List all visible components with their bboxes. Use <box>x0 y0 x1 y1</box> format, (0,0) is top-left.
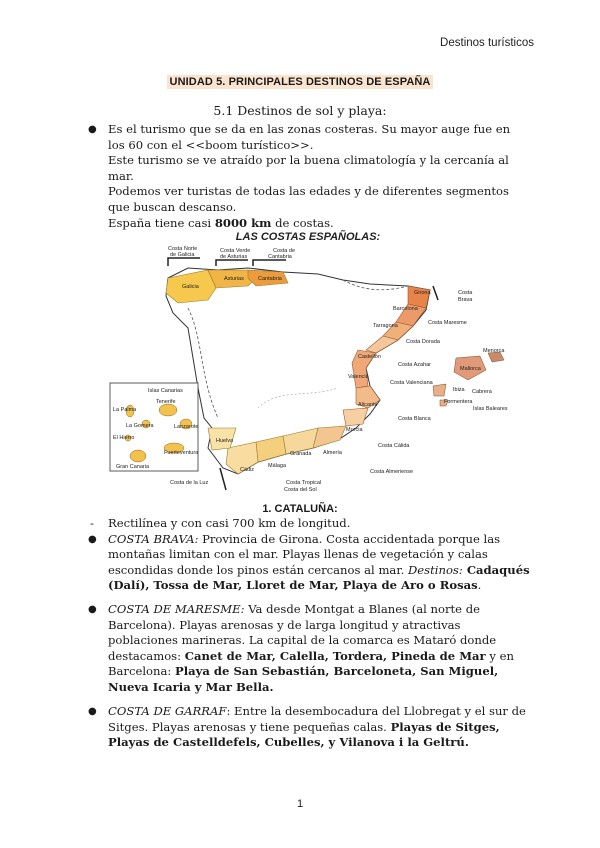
label-huelva: Huelva <box>216 438 234 444</box>
cataluna-title: 1. CATALUÑA: <box>262 503 338 515</box>
costa-maresme-mid: y en Barcelona: <box>108 648 514 679</box>
spain-coasts-map <box>108 228 508 496</box>
island-gran-canaria <box>130 450 146 462</box>
bullet-icon: ● <box>88 533 97 545</box>
cataluna-block <box>0 516 600 594</box>
label-la-palma: La Palma <box>113 407 137 413</box>
cataluna-length-text: Rectilínea y con casi 700 km de longitud. <box>108 516 351 530</box>
label-costa-brava-1: Costa <box>458 290 473 296</box>
costa-maresme-text: Va desde Montgat a Blanes (al norte de Barcelona). Playas arenosas y de larga longitud y atractivas poblaciones marineras. La capital de la comarca es Mataró donde destacamos: <box>108 602 497 663</box>
label-girona: Girona <box>414 290 431 296</box>
label-costa-tropical: Costa Tropical <box>286 480 322 486</box>
label-menorca: Menorca <box>483 348 505 354</box>
label-costa-cantabria-2: Cantabria <box>268 254 292 260</box>
costa-maresme-beaches: Playa de San Sebastián, Barceloneta, San Miguel, Nueva Icaria y Mar Bella. <box>108 664 499 694</box>
costa-brava-text: Provincia de Girona. Costa accidentada porque las montañas limitan con el mar. Playas llenas de vegetación y calas escondidas donde los pinos están cercanos al mar. <box>108 531 501 577</box>
label-fuerteventura: Fuerteventura <box>164 450 199 456</box>
label-costa-valenciana: Costa Valenciana <box>390 380 433 386</box>
label-la-gomera: La Gomera <box>126 423 154 429</box>
costa-garraf-bullet <box>0 704 600 751</box>
costa-brava-name: COSTA BRAVA: <box>108 531 199 546</box>
label-costa-dorada: Costa Dorada <box>406 339 440 345</box>
coast-length: 8000 km <box>214 215 272 230</box>
label-lanzarote: Lanzarote <box>174 424 199 430</box>
bracket-asturias <box>216 260 248 266</box>
label-granada: Granada <box>290 451 312 457</box>
label-costa-norte-galicia-1: Costa Norte <box>168 246 198 252</box>
intro-line-4-post: de costas. <box>271 215 334 230</box>
label-murcia: Murcia <box>346 427 363 433</box>
island-ibiza <box>433 384 446 396</box>
section-title: 5.1 Destinos de sol y playa: <box>213 103 387 118</box>
costa-brava-end: . <box>477 578 482 593</box>
label-gran-canaria: Gran Canaria <box>116 464 150 470</box>
label-formentera: Formentera <box>444 399 473 405</box>
label-costa-maresme: Costa Maresme <box>428 320 467 326</box>
bracket-luz <box>220 468 226 490</box>
maresme-block <box>0 602 600 696</box>
intro-line-3: Podemos ver turistas de todas las edades y de diferentes segmentos que buscan descanso. <box>108 184 509 214</box>
intro-block <box>0 122 600 231</box>
label-cadiz: Cádiz <box>240 467 255 473</box>
label-valencia: Valencia <box>348 374 369 380</box>
costa-brava-bullet <box>0 532 600 594</box>
label-alicante: Alicante <box>358 402 378 408</box>
costa-brava-dest-label: Destinos: <box>408 562 463 577</box>
unit-title-text: UNIDAD 5. PRINCIPALES DESTINOS DE ESPAÑA <box>167 75 434 89</box>
costa-maresme-bullet <box>0 602 600 696</box>
costa-maresme-towns: Canet de Mar, Calella, Tordera, Pineda de Mar <box>184 648 486 663</box>
label-costa-calida: Costa Cálida <box>378 443 410 449</box>
island-tenerife <box>159 404 177 416</box>
costa-maresme-name: COSTA DE MARESME: <box>108 602 245 616</box>
label-costa-verde-2: de Asturias <box>220 254 248 260</box>
cataluna-dash-line <box>0 516 600 532</box>
map-title: LAS COSTAS ESPAÑOLAS: <box>235 231 381 243</box>
label-costa-norte-galicia-2: de Galicia <box>170 252 195 258</box>
label-mallorca: Mallorca <box>460 366 481 372</box>
costa-garraf-beaches: Playas de Sitges, Playas de Castelldefels, Cubelles, y Vilanova i la Geltrú. <box>108 719 500 750</box>
bullet-icon: ● <box>88 604 97 615</box>
intro-line-1: Es el turismo que se da en las zonas costeras. Su mayor auge fue en los 60 con el <<boom turístico>>. <box>108 122 511 152</box>
running-header: Destinos turísticos <box>440 37 534 49</box>
bracket-brava <box>433 286 438 300</box>
label-costa-sol: Costa del Sol <box>284 487 317 493</box>
intro-bullet <box>0 122 600 153</box>
dash-icon: - <box>90 516 94 530</box>
label-castellon: Castellón <box>358 354 381 360</box>
bracket-galicia <box>168 258 200 266</box>
label-tenerife: Tenerife <box>156 399 176 405</box>
label-costa-azahar: Costa Azahar <box>398 362 432 368</box>
intro-line-2: Este turismo se ve atraído por la buena climatología y la cercanía al mar. <box>108 153 509 183</box>
label-islas-canarias: Islas Canarias <box>148 388 183 394</box>
bullet-icon: ● <box>88 706 97 717</box>
costa-garraf-name: COSTA DE GARRAF <box>108 704 227 718</box>
label-costa-verde-1: Costa Verde <box>220 248 251 254</box>
label-costa-almeriense: Costa Almeriense <box>370 469 414 475</box>
intro-line-4-pre: España tiene casi <box>108 215 215 230</box>
costa-brava-destinations: Cadaqués (Dalí), Tossa de Mar, Lloret de Mar, Playa de Aro o Rosas <box>108 562 530 593</box>
bracket-cantabria <box>253 260 286 266</box>
costa-garraf-text: : Entre la desembocadura del Llobregat y el sur de Sitges. Playas arenosas y tiene pequeñas calas. <box>108 704 526 734</box>
label-costa-blanca: Costa Blanca <box>398 416 431 422</box>
label-asturias: Asturias <box>224 276 244 282</box>
label-tarragona: Tarragona <box>373 323 398 329</box>
label-cabrera: Cabrera <box>472 389 492 395</box>
garraf-block <box>0 704 600 751</box>
region-murcia <box>343 408 368 426</box>
label-malaga: Málaga <box>268 463 287 469</box>
label-galicia: Galicia <box>182 284 199 290</box>
label-el-hierro: El Hierro <box>113 435 135 441</box>
label-cantabria: Cantabria <box>258 276 282 282</box>
label-islas-baleares: Islas Baleares <box>473 406 508 412</box>
label-costa-cantabria-1: Costa de <box>273 248 296 254</box>
page-number: 1 <box>296 798 304 810</box>
label-almeria: Almería <box>323 450 342 456</box>
label-ibiza: Ibiza <box>453 387 465 393</box>
bullet-icon: ● <box>88 124 97 135</box>
unit-title <box>0 70 600 89</box>
label-costa-luz: Costa de la Luz <box>170 480 209 486</box>
label-barcelona: Barcelona <box>393 306 418 312</box>
label-costa-brava-2: Brava <box>458 297 473 303</box>
